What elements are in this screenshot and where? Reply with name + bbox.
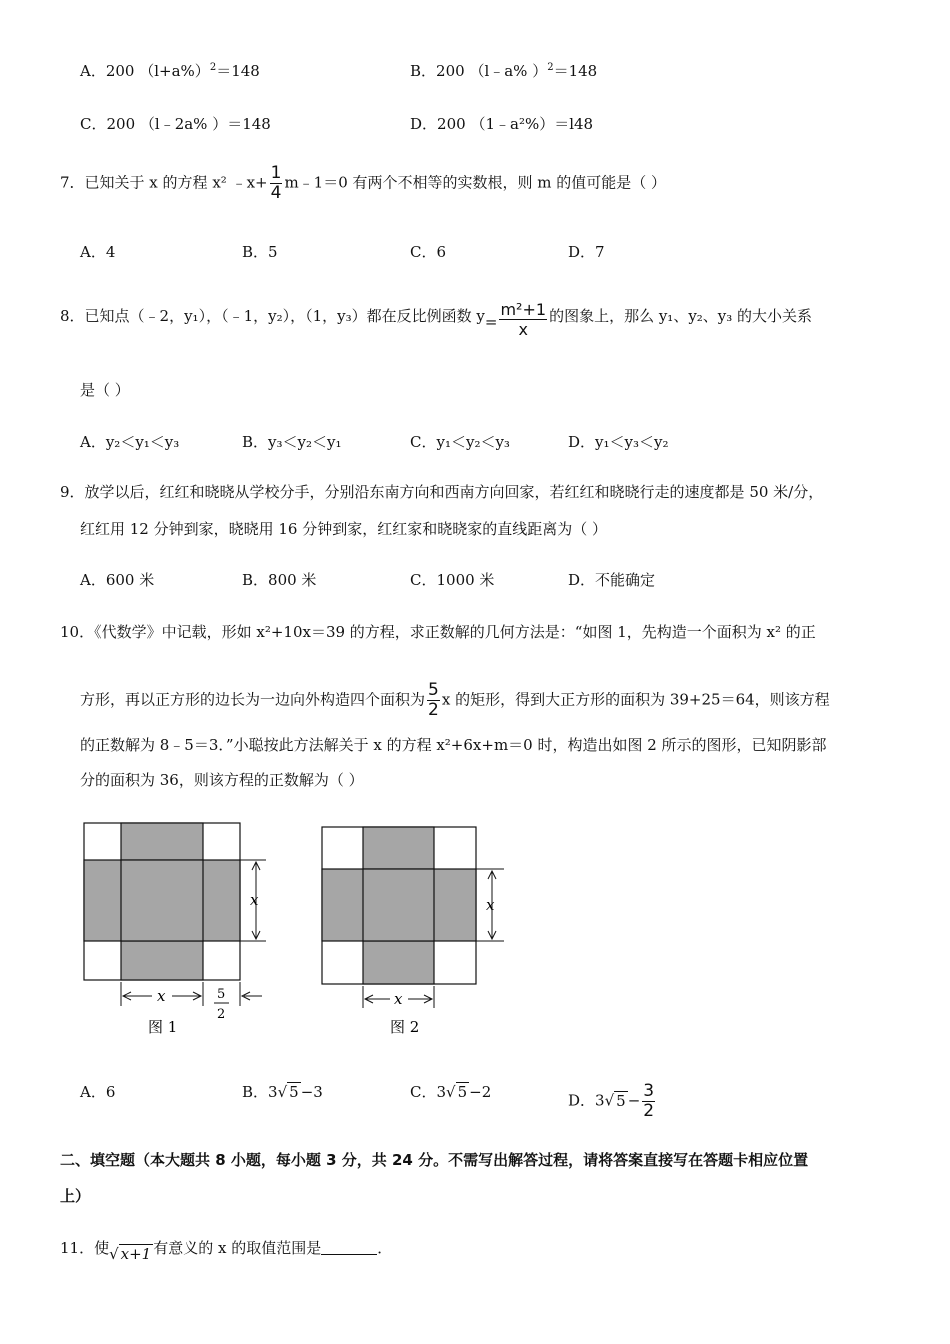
q10-option-b: [242, 1082, 323, 1102]
q7-fraction: [270, 164, 283, 203]
q10-stem-line1: 10．《代数学》中记载，形如 x²+10x＝39 的方程，求正数解的几何方法是：“如图 1，先构造一个面积为 x² 的正: [60, 623, 816, 641]
q7-equation-b: m﹣1＝0 有两个不相等的实数根，则 m 的值可能是（ ）: [284, 173, 667, 192]
radical-icon: √: [109, 1245, 119, 1263]
q7-prefix: 7．已知关于 x 的方程: [60, 173, 208, 192]
q6-option-d: [410, 114, 593, 134]
fraction-denominator: 2: [428, 700, 439, 720]
section-2-heading-line2: 上）: [60, 1187, 91, 1205]
q10-stem-line3: 的正数解为 8﹣5＝3．”小聪按此方法解关于 x 的方程 x²+6x+m＝0 时，构造出如图 2 所示的图形，已知阴影部: [80, 736, 827, 754]
fraction-denominator: 2: [643, 1101, 655, 1121]
option-rhs: ＝148: [216, 62, 260, 80]
q6-option-b: B．200 （l﹣a% ）$^2$＝148: [410, 62, 598, 80]
q8-suffix: 的图象上，那么 y₁、y₂、y₃ 的大小关系: [549, 307, 813, 325]
q8-prefix: 8．已知点（﹣2，y₁），（﹣1，y₂），（1，y₃）都在反比例函数 y: [60, 307, 485, 325]
radical-icon: √: [277, 1083, 288, 1101]
q11-prefix: 11．使: [60, 1239, 110, 1257]
q8-fraction: [499, 300, 547, 339]
fig1-frac-den: 2: [217, 1007, 226, 1022]
q8-option-d: D．y₁＜y₃＜y₂: [568, 433, 669, 451]
option-label: C．200: [80, 115, 136, 133]
q8-option-a: A．y₂＜y₁＜y₃: [80, 433, 180, 451]
q10-option-c: [410, 1082, 491, 1102]
q10-stem-line4: 分的面积为 36，则该方程的正数解为（ ）: [80, 771, 364, 789]
q6-option-c: [80, 114, 271, 134]
section-2-heading-line1: 二、填空题（本大题共 8 小题，每小题 3 分，共 24 分。不需写出解答过程，请将答案直接写在答题卡相应位置: [60, 1151, 809, 1169]
q8-option-b: B．y₃＜y₂＜y₁: [242, 433, 342, 451]
q10-option-a: A．6: [80, 1083, 116, 1101]
figure-2: [318, 820, 518, 1045]
q9-option-b: B．800 米: [242, 571, 317, 589]
radicand: 5: [616, 1091, 626, 1110]
q10-option-d: [568, 1082, 657, 1121]
q7-stem: [60, 164, 666, 203]
q10-line2-b: x 的矩形，得到大正方形的面积为 39+25＝64，则该方程: [441, 690, 830, 709]
q9-option-c: C．1000 米: [410, 571, 495, 589]
q8-equals: =: [484, 313, 498, 331]
radical-icon: √: [604, 1091, 615, 1110]
option-label: C．3: [410, 1083, 447, 1101]
option-expr: （l+a%）: [139, 62, 210, 80]
q10-line2-a: 方形，再以正方形的边长为一边向外构造四个面积为: [80, 690, 426, 709]
option-expr: （l﹣a% ）: [469, 62, 548, 80]
q10-stem-line2: [80, 681, 830, 720]
q11-end: ．: [377, 1239, 393, 1257]
q7-equation-a: x² ﹣x+: [212, 173, 268, 192]
q7-option-c: C．6: [410, 243, 447, 261]
fraction-denominator: 4: [270, 183, 282, 203]
fig1-x-label-horizontal: x: [157, 987, 166, 1005]
q9-option-a: A．600 米: [80, 571, 155, 589]
fig2-center-square: [363, 869, 434, 941]
q7-option-d: D．7: [568, 243, 605, 261]
fig2-x-label-horizontal: x: [394, 990, 403, 1008]
option-expr: （l﹣2a% ）＝148: [139, 115, 271, 133]
q8-stem-line2: 是（ ）: [80, 381, 130, 399]
radical-icon: √: [446, 1083, 456, 1101]
q11-suffix: 有意义的 x 的取值范围是: [153, 1239, 322, 1257]
fig1-caption: 图 1: [148, 1018, 178, 1036]
option-label: B．200: [410, 62, 465, 80]
fraction-numerator: m²+1: [500, 300, 547, 319]
q9-stem-line2: 红红用 12 分钟到家，晓晓用 16 分钟到家，红红家和晓晓家的直线距离为（ ）: [80, 520, 608, 538]
fig2-caption: 图 2: [390, 1018, 420, 1036]
fig1-center-square: [121, 860, 203, 941]
fraction-denominator: x: [518, 320, 528, 339]
fraction-numerator: 3: [643, 1081, 655, 1101]
option-tail: −3: [300, 1083, 323, 1101]
fraction-numerator: 5: [428, 680, 439, 700]
option-label: D．3: [568, 1091, 605, 1110]
radicand: 5: [457, 1083, 468, 1101]
fig2-x-label-vertical: x: [486, 896, 495, 914]
q9-stem-line1: 9．放学以后，红红和晓晓从学校分手，分别沿东南方向和西南方向回家，若红红和晓晓行走的速度都是 50 米/分，: [60, 483, 824, 501]
radicand: 5: [289, 1083, 299, 1101]
option-label: B．3: [242, 1083, 278, 1101]
q10-option-d-fraction: [642, 1082, 655, 1121]
fig1-x-label-vertical: x: [250, 891, 259, 909]
option-tail: −2: [469, 1083, 492, 1101]
option-rhs: ＝148: [553, 62, 598, 80]
fig1-frac-num: 5: [217, 987, 226, 1002]
fraction-numerator: 1: [270, 163, 282, 183]
q9-option-d: D．不能确定: [568, 571, 656, 589]
q7-option-b: B．5: [242, 243, 278, 261]
option-expr: （1﹣a²%）＝l48: [470, 115, 594, 133]
figure-1: [80, 820, 280, 1045]
answer-blank[interactable]: [321, 1238, 377, 1255]
q11-stem: [60, 1238, 393, 1263]
option-label: A．200: [80, 62, 135, 80]
option-minus: −: [627, 1091, 641, 1110]
q8-option-c: C．y₁＜y₂＜y₃: [410, 433, 510, 451]
q8-stem: [60, 300, 812, 339]
q7-option-a: A．4: [80, 243, 116, 261]
q11-radicand: [119, 1244, 154, 1263]
option-label: D．200: [410, 115, 466, 133]
q10-fraction: [427, 681, 440, 720]
q6-option-a: A．200 $(l+a\%)^2=148$: [80, 62, 260, 80]
radicand: x+1: [120, 1245, 152, 1263]
